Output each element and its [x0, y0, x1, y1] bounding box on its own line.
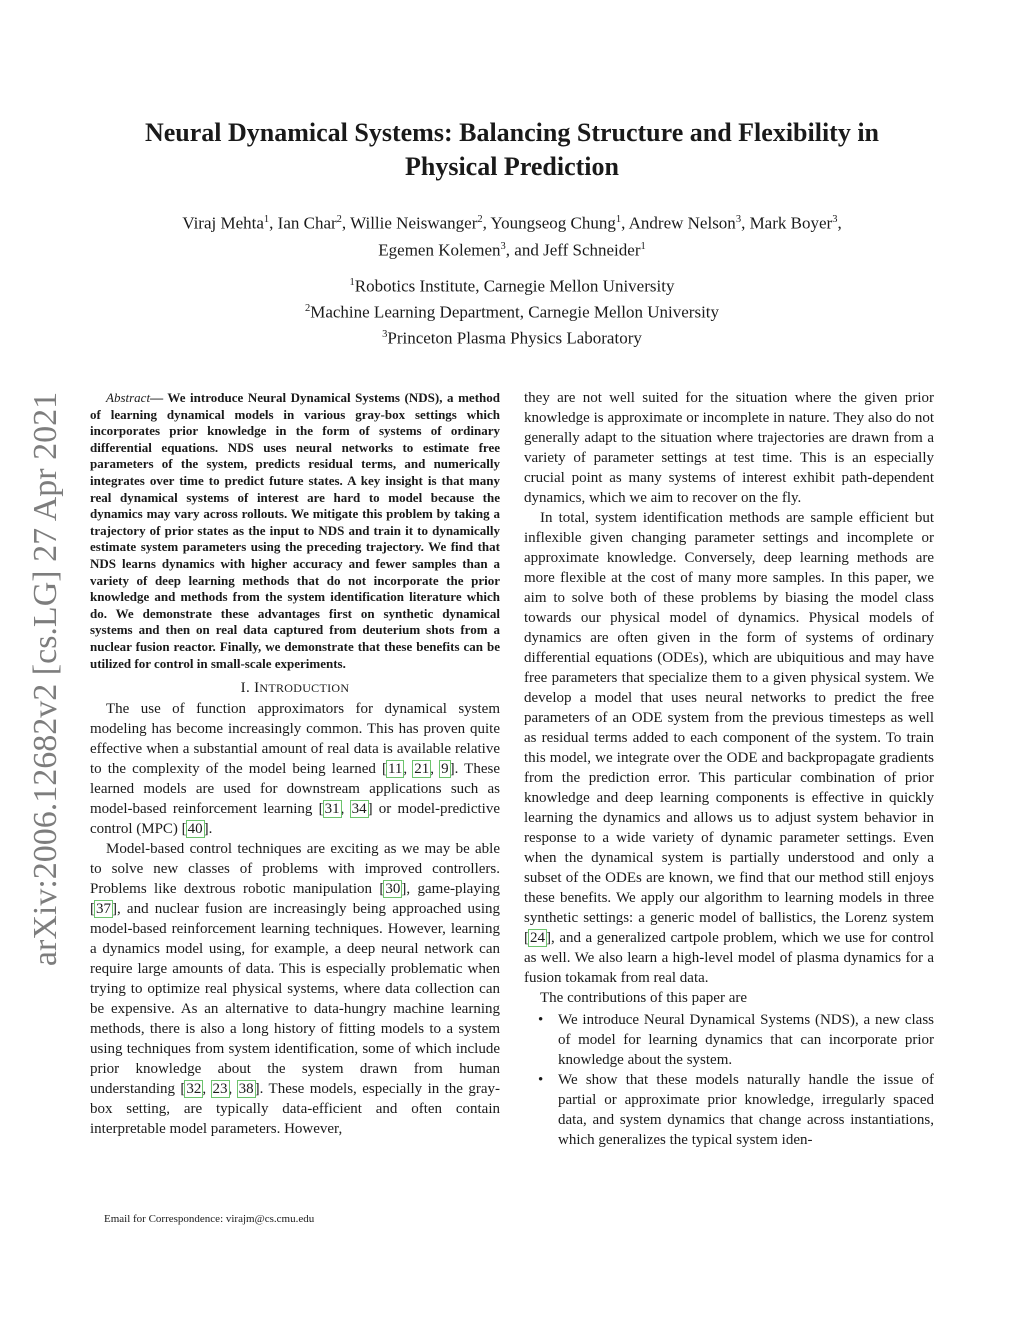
text-run: Model-based control techniques are exciting as we may be able to solve new classes of problems with improved controllers. Problems like dextrous robotic manipulation: [90, 841, 500, 898]
authors-conjunction: and: [514, 240, 539, 260]
affiliation-number: 2: [304, 303, 311, 315]
citation-link[interactable]: 11: [387, 761, 403, 778]
citation-link[interactable]: 31: [324, 801, 340, 818]
text-run: , game-playing: [406, 881, 500, 898]
section-title-initial: I: [254, 680, 260, 697]
citation-link[interactable]: 40: [187, 821, 203, 838]
contribution-text: We introduce Neural Dynamical Systems (NDS), a new class of model for learning dynamics that can incorporate prior knowledge about the system.: [558, 1012, 934, 1068]
text-run: .: [208, 821, 213, 838]
intro-paragraph-2: Model-based control techniques are exciting as we may be able to solve new classes of problems with improved controllers. Problems like dextrous robotic manipulation [30], game-playing [37], and nuclear fusion are increasingly being approached using model-based reinforcement learning techniques. However, learning a dynamics model using, for example, a deep neural network can require large amounts of data. This is especially problematic when trying to optimize real physical systems, where data collection can be expensive. As an alternative to data-hungry machine learning methods, there is also a long history of fitting models to a system using techniques from system identification, some of which include prior knowledge about the system drawn from human understanding [32, 23, 38]. These models, especially in the gray-box setting, are typically data-efficient and often contain interpretable model parameters. However,: [90, 841, 500, 1138]
bullet-icon: •: [538, 1012, 544, 1028]
affiliation-text: Princeton Plasma Physics Laboratory: [387, 328, 642, 348]
affiliation: [100, 298, 924, 324]
author-name: Mark Boyer: [749, 213, 833, 233]
author-name: Youngseog Chung: [490, 213, 616, 233]
text-run: , and a generalized cartpole problem, which we use for control as well. We also learn a high-level model of plasma dynamics for a fusion tokamak from real data.: [524, 930, 934, 986]
contributions-list: [524, 1010, 934, 1150]
list-item: [524, 1070, 934, 1150]
abstract-label: Abstract: [106, 390, 151, 405]
author-name: Egemen Kolemen: [378, 240, 501, 260]
citation-link[interactable]: 21: [414, 761, 430, 778]
citation-link[interactable]: 30: [385, 881, 401, 898]
citation-link[interactable]: 23: [212, 1081, 228, 1098]
affiliation: [100, 324, 924, 350]
affiliation-number: 1: [349, 277, 355, 288]
author-name: Ian Char: [277, 213, 337, 233]
author-list: [100, 208, 924, 261]
affiliation: [100, 272, 924, 298]
text-run: The use of function approximators for dynamical system modeling has become increasingly common. This has proven quite effective when a substantial amount of real data is available relative to the complexity of the model being learned: [90, 701, 500, 778]
citation-link[interactable]: 38: [238, 1081, 254, 1098]
text-run: . These learned models are used for downstream applications such as model-based reinforcement learning: [90, 761, 500, 818]
author-name: Willie Neiswanger: [350, 213, 478, 233]
author-name: Andrew Nelson: [628, 213, 736, 233]
author-affiliation-mark: 3: [735, 214, 742, 225]
author-name: Viraj Mehta: [182, 213, 264, 233]
abstract: Abstract— We introduce Neural Dynamical Systems (NDS), a method of learning dynamical models in various gray-box settings which incorporates prior knowledge in the form of systems of ordinary differential equations. NDS uses neural networks to estimate free parameters of the system, predicts residual terms, and numerically integrates over time to predict future states. A key insight is that many real dynamical systems of interest are hard to model because the dynamics may vary across rollouts. We mitigate this problem by taking a trajectory of prior states as the input to NDS and train it to dynamically estimate system parameters using the preceding trajectory. We find that NDS learns dynamics with higher accuracy and fewer samples than a variety of deep learning methods that do not incorporate the prior knowledge and methods from the system identification literature which do. We demonstrate these advantages first on synthetic dynamical systems and then on real data captured from deuterium shots from a nuclear fusion reactor. Finally, we demonstrate that these benefits can be utilized for control in small-scale experiments.: [90, 390, 500, 671]
arxiv-identifier: arXiv:2006.12682v2 [cs.LG] 27 Apr 2021: [27, 391, 64, 967]
author-affiliation-mark: 1: [640, 240, 646, 252]
abstract-text: We introduce Neural Dynamical Systems (NDS), a method of learning dynamical models in various gray-box settings which incorporates prior knowledge in the form of systems of ordinary differential equations. NDS uses neural networks to estimate free parameters of the system, predicts residual terms, and numerically integrates over time to predict future states. A key insight is that many real dynamical systems of interest are hard to model because the dynamics may vary across rollouts. We mitigate this problem by taking a trajectory of prior states as the input to NDS and train it to dynamically estimate system parameters using the preceding trajectory. We find that NDS learns dynamics with higher accuracy and fewer samples than a variety of deep learning methods that do not incorporate the prior knowledge and methods from the system identification literature which do. We demonstrate these advantages first on synthetic dynamical systems and then on real data captured from deuterium shots from a nuclear fusion reactor. Finally, we demonstrate that these benefits can be utilized for control in small-scale experiments.: [90, 390, 500, 671]
citation-link[interactable]: 9: [441, 761, 449, 778]
author-affiliation-mark: 2: [336, 214, 342, 225]
list-item: [524, 1010, 934, 1070]
contributions-lead: The contributions of this paper are: [540, 990, 748, 1006]
author-affiliation-mark: 2: [477, 214, 483, 225]
author-affiliation-mark: 3: [500, 240, 506, 252]
section-numeral: I.: [240, 680, 251, 697]
author-line-1: Viraj Mehta$^1$, Ian Char$^2$, Willie Neiswanger$^2$, Youngseog Chung$^1$, Andrew Nelson$^3$, Mark Boyer$^3$,: [182, 213, 842, 233]
citation-link[interactable]: 37: [96, 901, 111, 918]
citation-link[interactable]: 24: [530, 930, 545, 946]
author-name: Jeff Schneider: [543, 240, 641, 260]
author-affiliation-mark: 3: [832, 214, 838, 225]
bullet-icon: •: [538, 1072, 544, 1088]
affiliation-list: [100, 272, 924, 350]
author-line-2: Egemen Kolemen$^3$, and Jeff Schneider$^1$: [378, 240, 646, 260]
affiliation-text: Machine Learning Department, Carnegie Mellon University: [310, 302, 720, 322]
text-run: or model-predictive control (MPC): [90, 801, 500, 838]
affiliation-number: 3: [382, 329, 388, 341]
text-run: . These models, especially in the gray-box setting, are typically data-efficient and often contain interpretable model parameters. However,: [90, 1081, 500, 1138]
left-column: [90, 390, 500, 1139]
paper-title: [100, 116, 924, 184]
title-line-1: Neural Dynamical Systems: Balancing Structure and Flexibility in: [144, 118, 880, 147]
citation-link[interactable]: 32: [186, 1081, 202, 1098]
section-title-rest: NTRODUCTION: [259, 681, 350, 696]
title-line-2: Physical Prediction: [404, 152, 619, 181]
contribution-text: We show that these models naturally handle the issue of partial or approximate prior knowledge, irregularly spaced data, and system dynamics that change across instantiations, which generalizes the typical system iden-: [558, 1072, 934, 1148]
text-run: , and nuclear fusion are increasingly being approached using model-based reinforcement learning techniques. However, learning a dynamics model using, for example, a deep neural network can require large amounts of data. This is especially problematic when trying to optimize real physical systems, where data collection can be expensive. As an alternative to data-hungry machine learning methods, there is also a long history of fitting models to a system using techniques from system identification, some of which include prior knowledge about the system drawn from human understanding: [90, 901, 500, 1098]
author-affiliation-mark: 1: [263, 214, 270, 225]
arxiv-stamp: [27, 378, 65, 980]
author-affiliation-mark: 1: [615, 214, 622, 225]
section-heading-introduction: [90, 680, 500, 697]
correspondence-footnote: Email for Correspondence: virajm@cs.cmu.edu: [104, 1213, 315, 1225]
intro-paragraph-3: they are not well suited for the situation where the given prior knowledge is approximate or incomplete in nature. They also do not generally adapt to the situation where trajectories are drawn from a variety of parameter settings at test time. This is an especially crucial point as many systems of interest exhibit path-dependent dynamics, which we aim to recover on the fly.: [524, 390, 934, 506]
right-column: [524, 388, 934, 1150]
affiliation-text: Robotics Institute, Carnegie Mellon University: [354, 276, 675, 296]
intro-paragraph-4: In total, system identification methods are sample efficient but inflexible given changing parameter settings and incomplete or approximate knowledge. Conversely, deep learning methods are more flexible at the cost of many more samples. In this paper, we aim to solve both of these problems by biasing the model class towards our physical model of dynamics. Physical models of dynamics are often given in the form of systems of ordinary differential equations (ODEs), which are ubiquitious and may have free parameters that specialize them to a given physical system. We develop a model that uses neural networks to predict the free parameters of an ODE system from the previous timesteps as well as residual terms added to each component of the system. To train this model, we integrate over the ODE and backpropagate gradients from the prediction error. This particular combination of prior knowledge and deep learning components is effective in quickly learning the dynamics and allows us to adjust system behavior in response to a wide variety of dynamic parameter settings. Even when the dynamical system is partially understood and only a subset of the ODEs are known, we find that our method still enjoys these benefits. We apply our algorithm to learning models in three synthetic settings: a generic model of ballistics, the Lorenz system [24], and a generalized cartpole problem, which we use for control as well. We also learn a high-level model of plasma dynamics for a fusion tokamak from real data.: [524, 510, 934, 986]
intro-paragraph-1: The use of function approximators for dynamical system modeling has become increasingly common. This has proven quite effective when a substantial amount of real data is available relative to the complexity of the model being learned [11, 21, 9]. These learned models are used for downstream applications such as model-based reinforcement learning [31, 34] or model-predictive control (MPC) [40].: [90, 701, 500, 838]
citation-link[interactable]: 34: [351, 801, 367, 818]
text-run: In total, system identification methods are sample efficient but inflexible given changing parameter settings and incomplete or approximate knowledge. Conversely, deep learning methods are more flexible at the cost of many more samples. In this paper, we aim to solve both of these problems by biasing the model class towards our physical model of dynamics. Physical models of dynamics are often given in the form of systems of ordinary differential equations (ODEs), which are ubiquitious and may have free parameters that specialize them to a given physical system. We develop a model that uses neural networks to predict the free parameters of an ODE system from the previous timesteps as well as residual terms added to each component of the system. To train this model, we integrate over the ODE and backpropagate gradients from the prediction error. This particular combination of prior knowledge and deep learning components is effective in quickly learning the dynamics and allows us to adjust system behavior in response to a wide variety of dynamic parameter settings. Even when the dynamical system is partially understood and only a subset of the ODEs are known, we find that our method still enjoys these benefits. We apply our algorithm to learning models in three synthetic settings: a generic model of ballistics, the Lorenz system: [524, 510, 934, 926]
